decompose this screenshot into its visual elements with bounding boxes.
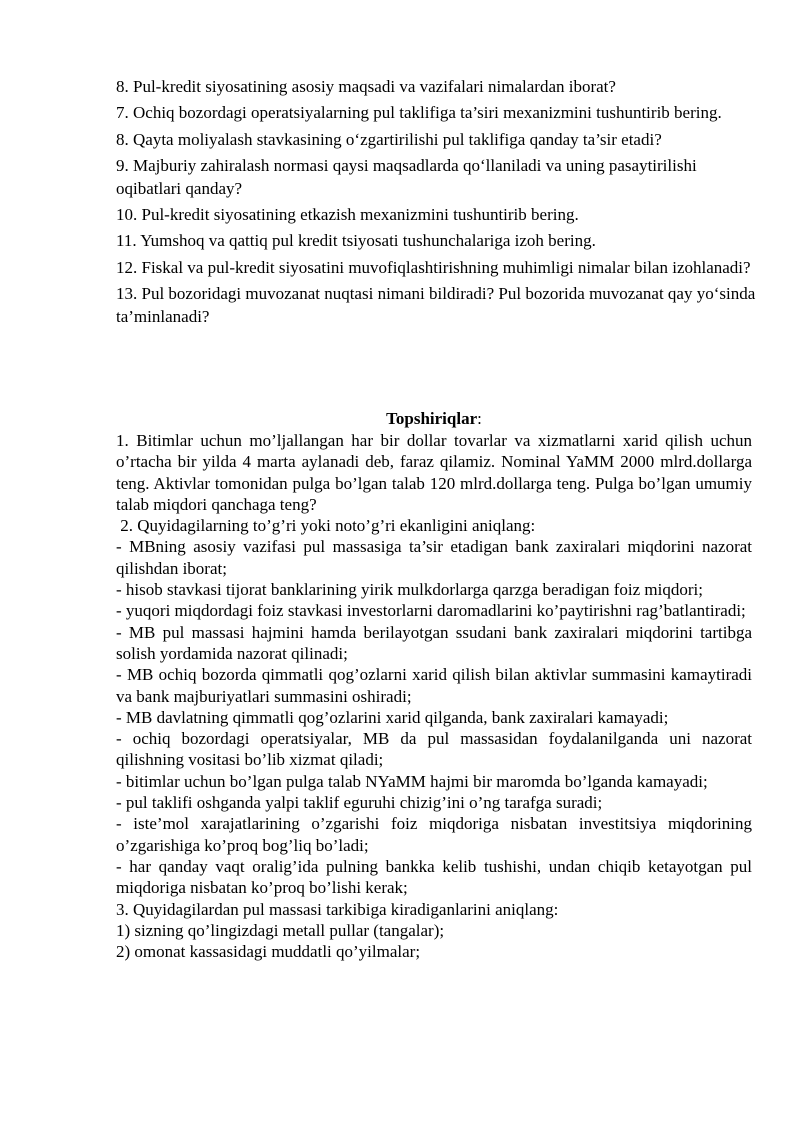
- task-statement: - iste’mol xarajatlarining o’zgarishi foiz miqdoriga nisbatan investitsiya miqdorining o’zgarishiga ko’proq bog’liq bo’ladi;: [116, 814, 752, 855]
- question-item: 7. Ochiq bozordagi operatsiyalarning pul taklifiga ta’siri mexanizmini tushuntirib bering.: [116, 103, 722, 123]
- task-option: 2) omonat kassasidagi muddatli qo’yilmalar;: [116, 942, 421, 962]
- question-item: 8. Pul-kredit siyosatining asosiy maqsadi va vazifalari nimalardan iborat?: [116, 77, 616, 96]
- tasks-heading: [116, 408, 752, 430]
- question-item: 11. Yumshoq va qattiq pul kredit tsiyosati tushunchalariga izoh bering.: [116, 231, 596, 251]
- question-item: 8. Qayta moliyalash stavkasining oʻzgartirilishi pul taklifiga qanday ta’sir etadi?: [116, 129, 662, 149]
- question-item: 12. Fiskal va pul-kredit siyosatini muvofiqlashtirishning muhimligi nimalar bilan izohlanadi?: [116, 257, 751, 277]
- question-item: 9. Majburiy zahiralash normasi qaysi maqsadlarda qoʻllaniladi va uning pasaytirilishi oqibatlari qanday?: [116, 155, 697, 198]
- task-paragraph: 3. Quyidagilardan pul massasi tarkibiga kiradiganlarini aniqlang:: [116, 899, 559, 919]
- task-statement: - hisob stavkasi tijorat banklarining yirik mulkdorlarga qarzga beradigan foiz miqdori;: [116, 580, 703, 600]
- task-paragraph: 2. Quyidagilarning to’g’ri yoki noto’g’ri ekanligini aniqlang:: [116, 516, 536, 536]
- task-statement: - MB davlatning qimmatli qog’ozlarini xarid qilganda, bank zaxiralari kamayadi;: [116, 707, 669, 727]
- task-statement: - yuqori miqdordagi foiz stavkasi investorlarni daromadlarini ko’paytirishni rag’batlantiradi;: [116, 601, 746, 621]
- review-questions-list: [116, 76, 756, 332]
- task-statement: - bitimlar uchun bo’lgan pulga talab NYaMM hajmi bir maromda bo’lganda kamayadi;: [116, 771, 708, 791]
- question-item: 10. Pul-kredit siyosatining etkazish mexanizmini tushuntirib bering.: [116, 205, 579, 225]
- task-statement: - MB pul massasi hajmini hamda berilayotgan ssudani bank zaxiralari miqdorini tartibga solish yordamida nazorat qilinadi;: [116, 622, 752, 663]
- tasks-list: [116, 430, 752, 962]
- task-statement: - MBning asosiy vazifasi pul massasiga ta’sir etadigan bank zaxiralari miqdorini nazorat qilishdan iborat;: [116, 537, 752, 578]
- task-statement: - har qanday vaqt oralig’ida pulning bankka kelib tushishi, undan chiqib ketayotgan pul miqdoriga nisbatan ko’proq bo’lishi kerak;: [116, 856, 752, 898]
- task-statement: - pul taklifi oshganda yalpi taklif eguruhi chizig’ini o’ng tarafga suradi;: [116, 793, 603, 813]
- tasks-heading-colon: :: [477, 409, 482, 428]
- task-statement: - MB ochiq bozorda qimmatli qog’ozlarni xarid qilish bilan aktivlar summasini kamaytiradi va bank majburiyatlari summasini oshiradi;: [116, 665, 752, 706]
- task-paragraph: 1. Bitimlar uchun mo’ljallangan har bir dollar tovarlar va xizmatlarni xarid qilish uchun o’rtacha bir yilda 4 marta aylanadi deb, faraz qilamiz. Nominal YaMM 2000 mlrd.dollarga teng. Aktivlar tomonidan pulga bo’lgan talab 120 mlrd.dollarga teng. Pulga bo’lgan umumiy talab miqdori qanchaga teng?: [116, 431, 752, 514]
- question-item: 13. Pul bozoridagi muvozanat nuqtasi nimani bildiradi? Pul bozorida muvozanat qay yoʻsinda ta’minlanadi?: [116, 283, 756, 326]
- task-option: 1) sizning qo’lingizdagi metall pullar (tangalar);: [116, 920, 445, 940]
- task-statement: - ochiq bozordagi operatsiyalar, MB da pul massasidan foydalanilganda uni nazorat qilishning vositasi bo’lib xizmat qiladi;: [116, 729, 752, 770]
- tasks-heading-title: Topshiriqlar: [386, 409, 478, 428]
